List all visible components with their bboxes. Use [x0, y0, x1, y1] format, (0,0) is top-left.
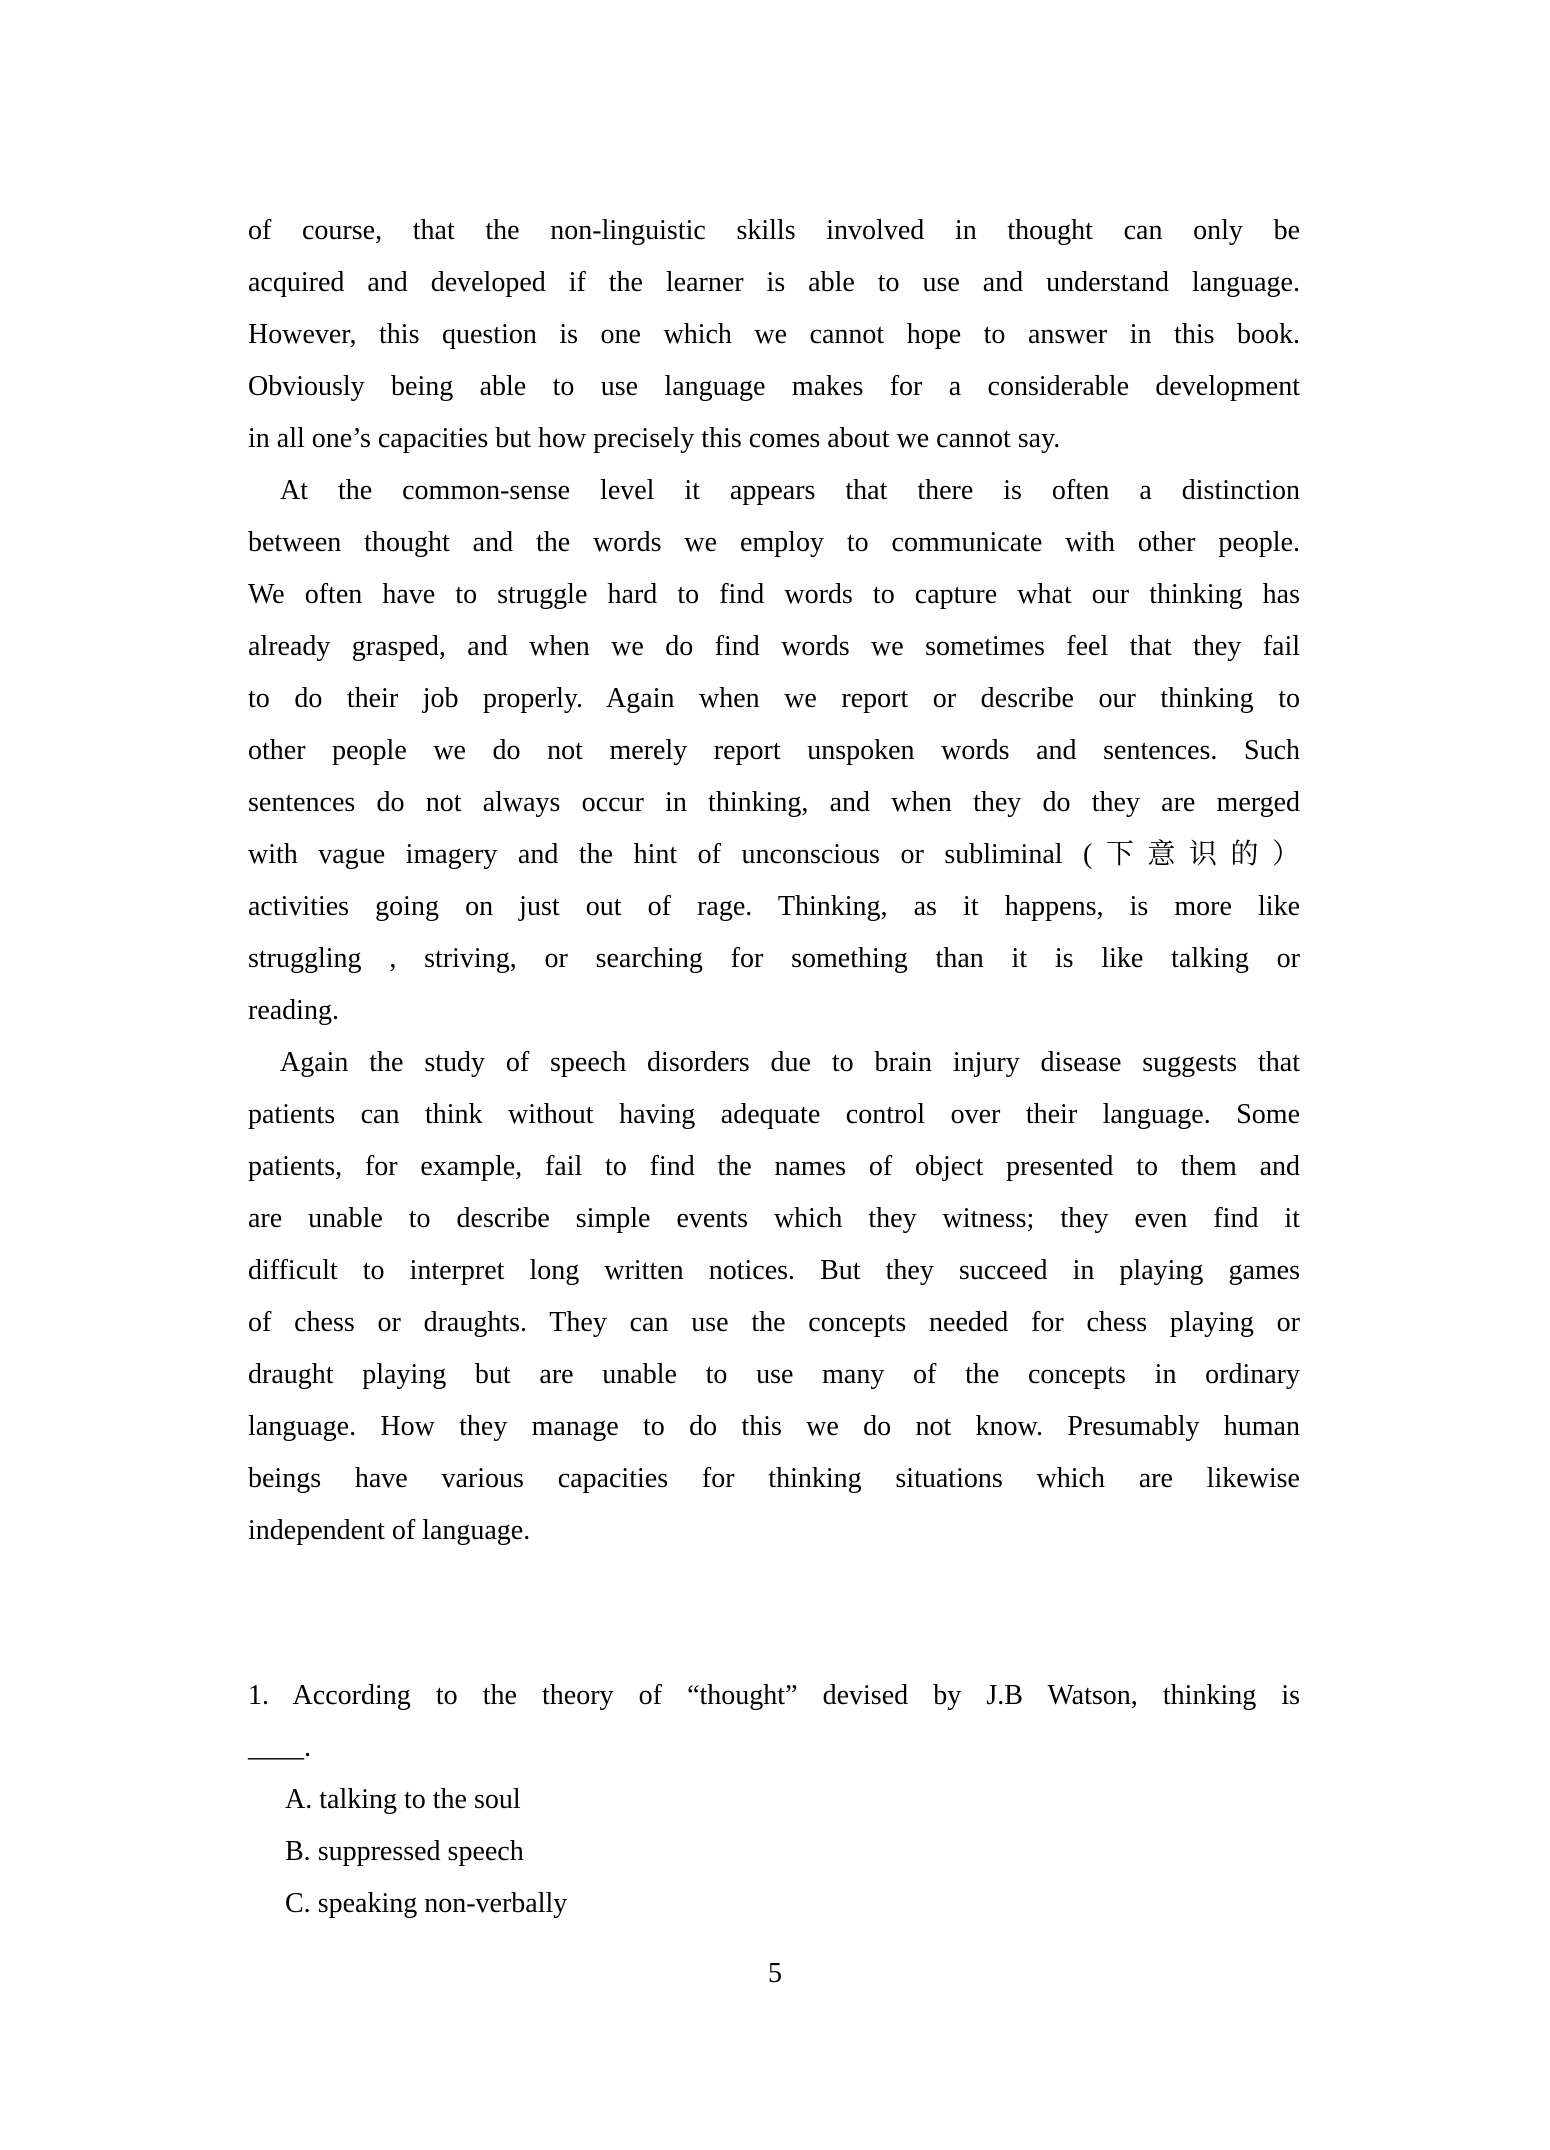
option-c — [248, 1878, 1300, 1930]
passage-paragraph-3 — [248, 1037, 1300, 1557]
option-b-label: B. — [285, 1836, 311, 1867]
passage-line: in all one’s capacities but how precisely this comes about we cannot say. — [248, 423, 1061, 454]
option-c-text: speaking non-verbally — [317, 1888, 568, 1919]
passage-line: other people we do not merely report unspoken words and sentences. Such — [248, 735, 1300, 766]
question-options — [248, 1774, 1300, 1930]
answer-blank: ____. — [248, 1732, 311, 1763]
passage-line: Obviously being able to use language makes for a considerable development — [248, 371, 1300, 402]
passage-line: difficult to interpret long written notices. But they succeed in playing games — [248, 1255, 1300, 1286]
passage-line: We often have to struggle hard to find words to capture what our thinking has — [248, 579, 1300, 610]
passage-line: patients can think without having adequate control over their language. Some — [248, 1099, 1300, 1130]
passage-line: Again the study of speech disorders due to brain injury disease suggests that — [280, 1047, 1300, 1078]
passage-line: of chess or draughts. They can use the concepts needed for chess playing or — [248, 1307, 1300, 1338]
question-block — [248, 1670, 1300, 1930]
passage-line: beings have various capacities for thinking situations which are likewise — [248, 1463, 1300, 1494]
passage-line: independent of language. — [248, 1515, 531, 1546]
passage-line: struggling , striving, or searching for something than it is like talking or — [248, 943, 1300, 974]
option-b — [248, 1826, 1300, 1878]
passage-line: of course, that the non-linguistic skills involved in thought can only be — [248, 215, 1300, 246]
option-b-text: suppressed speech — [317, 1836, 524, 1867]
option-c-label: C. — [285, 1888, 311, 1919]
passage-line: already grasped, and when we do find words we sometimes feel that they fail — [248, 631, 1300, 662]
passage-line: are unable to describe simple events which they witness; they even find it — [248, 1203, 1300, 1234]
page-number: 5 — [768, 1958, 782, 1989]
passage-line: draught playing but are unable to use many of the concepts in ordinary — [248, 1359, 1300, 1390]
option-a-label: A. — [285, 1784, 313, 1815]
option-a — [248, 1774, 1300, 1826]
passage-paragraph-2 — [248, 465, 1300, 1037]
passage-line: acquired and developed if the learner is able to use and understand language. — [248, 267, 1300, 298]
passage-line: reading. — [248, 995, 339, 1026]
passage-line: sentences do not always occur in thinking, and when they do they are merged — [248, 787, 1300, 818]
passage-line: between thought and the words we employ to communicate with other people. — [248, 527, 1300, 558]
passage-paragraph-1 — [248, 205, 1300, 465]
passage-line: At the common-sense level it appears that there is often a distinction — [280, 475, 1300, 506]
passage-line: to do their job properly. Again when we report or describe our thinking to — [248, 683, 1300, 714]
passage-line: language. How they manage to do this we do not know. Presumably human — [248, 1411, 1300, 1442]
passage-line: patients, for example, fail to find the names of object presented to them and — [248, 1151, 1300, 1182]
option-a-text: talking to the soul — [319, 1784, 521, 1815]
passage-line: However, this question is one which we cannot hope to answer in this book. — [248, 319, 1300, 350]
passage — [248, 205, 1300, 1930]
passage-line: activities going on just out of rage. Thinking, as it happens, is more like — [248, 891, 1300, 922]
question-stem: 1. According to the theory of “thought” devised by J.B Watson, thinking is — [248, 1680, 1300, 1711]
passage-line: with vague imagery and the hint of unconscious or subliminal (下意识的） — [248, 839, 1300, 870]
